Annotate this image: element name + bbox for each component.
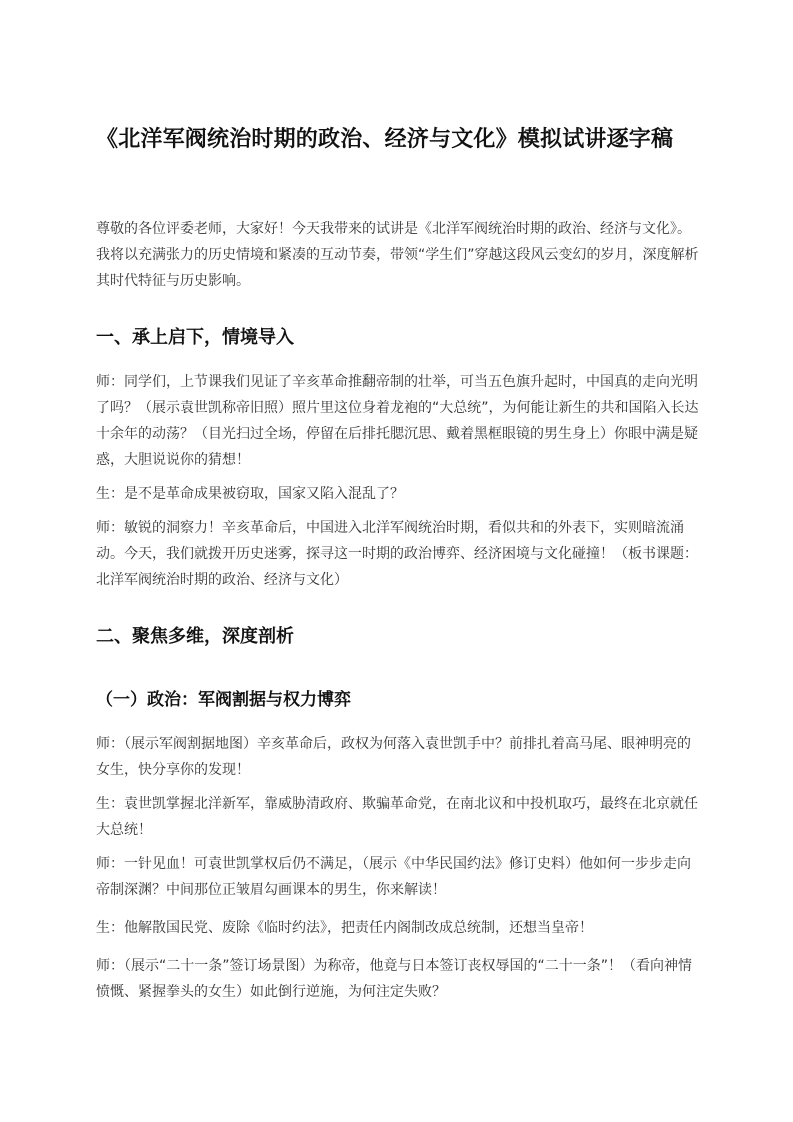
subsection1-paragraph-5: 师：（展示“二十一条”签订场景图）为称帝，他竟与日本签订丧权辱国的“二十一条”！（看向神情愤慨、紧握拳头的女生）如此倒行逆施，为何注定失败？	[96, 958, 693, 1000]
subsection1-paragraph-4: 生：他解散国民党、废除《临时约法》，把责任内阁制改成总统制，还想当皇帝！	[96, 920, 593, 936]
section1-paragraph-1: 师：同学们，上节课我们见证了辛亥革命推翻帝制的壮举，可当五色旗升起时，中国真的走向光明了吗？（展示袁世凯称帝旧照）照片里这位身着龙袍的“大总统”，为何能让新生的共和国陷入长达十余年的动荡？（目光扫过全场，停留在后排托腮沉思、戴着黑框眼镜的男生身上）你眼中满是疑惑，大胆说说你的猜想！	[96, 374, 699, 468]
subsection-heading-1: （一）政治：军阀割据与权力博弈	[96, 690, 351, 710]
subsection1-paragraph-2: 生：袁世凯掌握北洋新军，靠威胁清政府、欺骗革命党，在南北议和中投机取巧，最终在北京就任大总统！	[96, 796, 698, 838]
subsection1-paragraph-1: 师：（展示军阀割据地图）辛亥革命后，政权为何落入袁世凯手中？前排扎着高马尾、眼神明亮的女生，快分享你的发现！	[96, 736, 691, 778]
section1-paragraph-2: 生：是不是革命成果被窃取，国家又陷入混乱了？	[96, 486, 404, 502]
section1-paragraph-3: 师：敏锐的洞察力！辛亥革命后，中国进入北洋军阀统治时期，看似共和的外表下，实则暗流涌动。今天，我们就拨开历史迷雾，探寻这一时期的政治博弈、经济困境与文化碰撞！（板书课题：北洋军阀统治时期的政治、经济与文化）	[96, 520, 698, 588]
intro-paragraph: 尊敬的各位评委老师，大家好！今天我带来的试讲是《北洋军阀统治时期的政治、经济与文化》。我将以充满张力的历史情境和紧凑的互动节奏，带领“学生们”穿越这段风云变幻的岁月，深度解析其时代特征与历史影响。	[96, 221, 699, 289]
document-title: 《北洋军阀统治时期的政治、经济与文化》模拟试讲逐字稿	[96, 127, 674, 152]
section-heading-2: 二、聚焦多维，深度剖析	[96, 626, 294, 647]
subsection1-paragraph-3: 师：一针见血！可袁世凯掌权后仍不满足，（展示《中华民国约法》修订史料）他如何一步步走向帝制深渊？中间那位正皱眉勾画课本的男生，你来解读！	[96, 856, 691, 898]
section-heading-1: 一、承上启下，情境导入	[96, 327, 294, 348]
